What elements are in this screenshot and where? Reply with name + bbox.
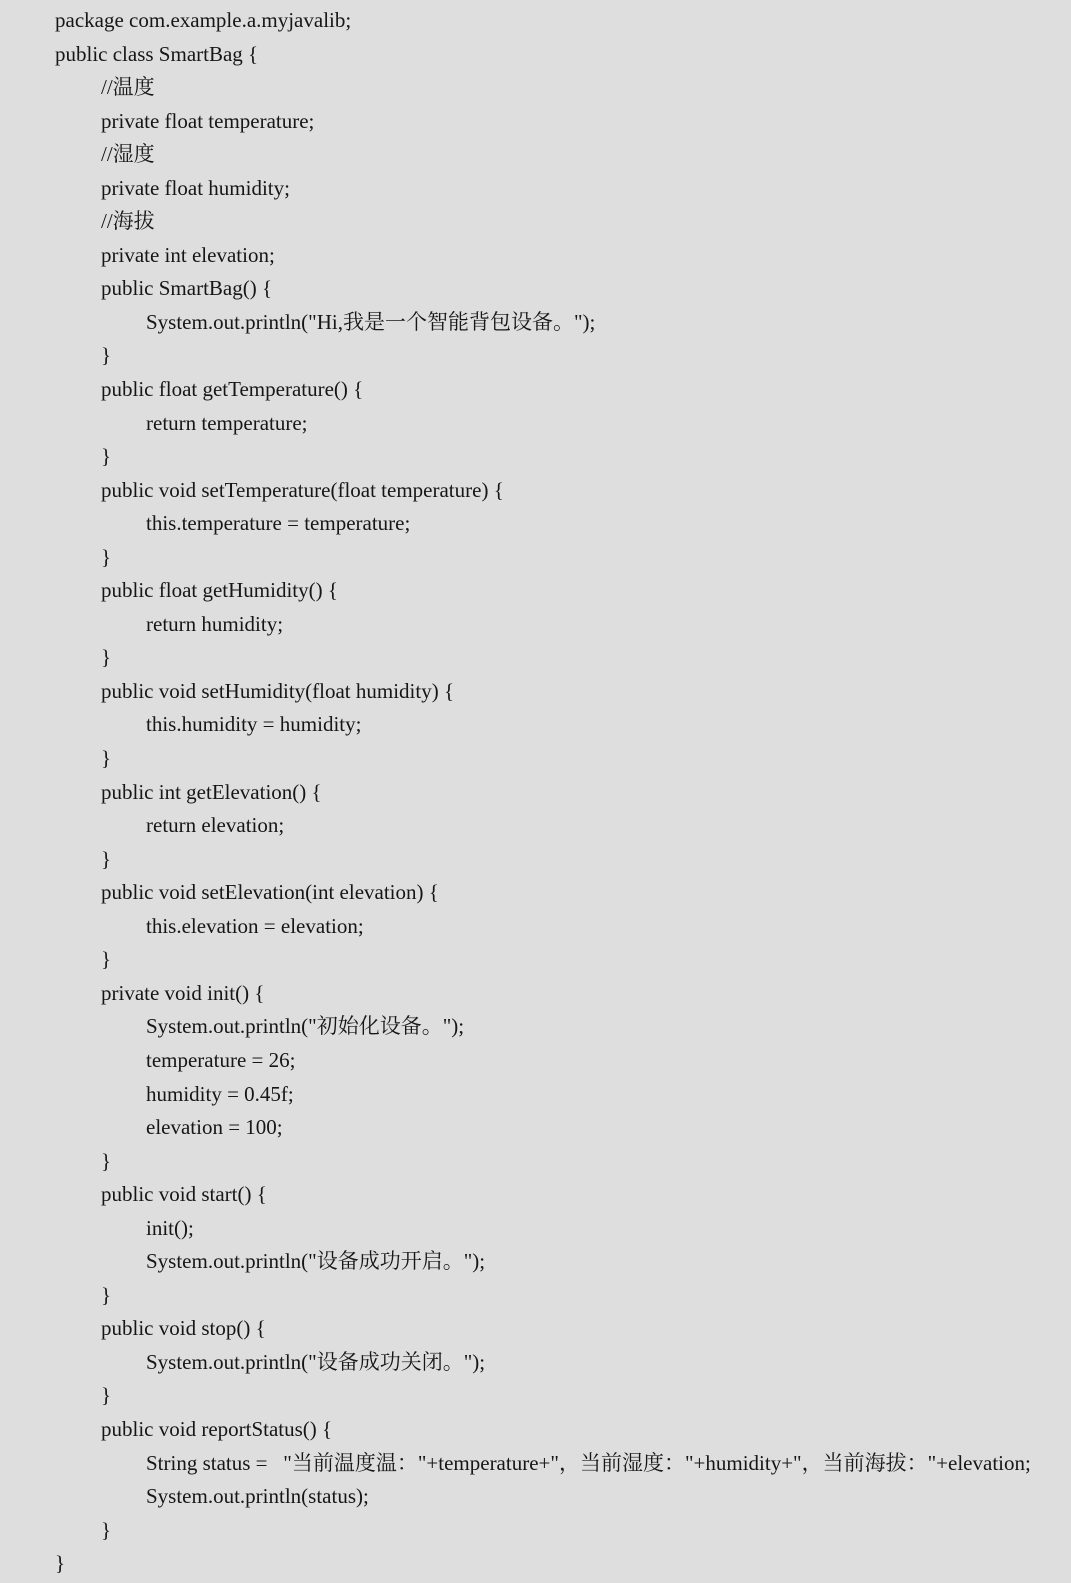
code-line: System.out.println("初始化设备。"); <box>146 1014 465 1039</box>
code-line: public float getTemperature() { <box>101 377 364 402</box>
code-line: private int elevation; <box>101 242 275 267</box>
code-line: //海拔 <box>101 209 155 234</box>
code-line: } <box>101 544 112 569</box>
code-line: private void init() { <box>101 980 265 1005</box>
code-line: //温度 <box>101 75 155 100</box>
code-line: humidity = 0.45f; <box>146 1081 294 1106</box>
code-line: } <box>101 947 112 972</box>
code-line: public float getHumidity() { <box>101 578 338 603</box>
code-line: return humidity; <box>146 611 284 636</box>
code-line: init(); <box>146 1215 194 1240</box>
code-line: } <box>101 1517 112 1542</box>
code-line: System.out.println("设备成功关闭。"); <box>146 1349 486 1374</box>
code-line: public void stop() { <box>101 1316 266 1341</box>
code-line: } <box>55 1551 66 1576</box>
code-line: public int getElevation() { <box>101 779 322 804</box>
code-line: public void start() { <box>101 1182 267 1207</box>
code-line: public void setTemperature(float temperature) { <box>101 477 504 502</box>
code-line: } <box>101 746 112 771</box>
code-line: System.out.println(status); <box>146 1484 369 1509</box>
code-line: public void setElevation(int elevation) { <box>101 880 439 905</box>
code-line: public class SmartBag { <box>55 41 259 66</box>
code-line: //湿度 <box>101 142 155 167</box>
code-line: System.out.println("设备成功开启。"); <box>146 1249 486 1274</box>
code-line: return elevation; <box>146 813 285 838</box>
code-line: } <box>101 1282 112 1307</box>
code-line: public void setHumidity(float humidity) { <box>101 678 455 703</box>
code-line: } <box>101 645 112 670</box>
code-line: return temperature; <box>146 410 308 435</box>
code-line: this.humidity = humidity; <box>146 712 362 737</box>
code-line: } <box>101 1383 112 1408</box>
code-line: private float temperature; <box>101 108 315 133</box>
code-line: this.elevation = elevation; <box>146 913 364 938</box>
code-line: public SmartBag() { <box>101 276 273 301</box>
code-line: temperature = 26; <box>146 1047 296 1072</box>
code-line: public void reportStatus() { <box>101 1416 333 1441</box>
code-line: } <box>101 1148 112 1173</box>
code-line: this.temperature = temperature; <box>146 511 411 536</box>
code-line: System.out.println("Hi,我是一个智能背包设备。"); <box>146 309 596 334</box>
code-line: } <box>101 444 112 469</box>
code-line: elevation = 100; <box>146 1115 283 1140</box>
code-line: String status = "当前温度温："+temperature+"，当前湿度："+humidity+"，当前海拔："+elevation; <box>146 1450 1031 1475</box>
code-line: } <box>101 343 112 368</box>
code-line: package com.example.a.myjavalib; <box>55 8 352 32</box>
code-line: private float humidity; <box>101 175 290 200</box>
code-line: } <box>101 846 112 871</box>
